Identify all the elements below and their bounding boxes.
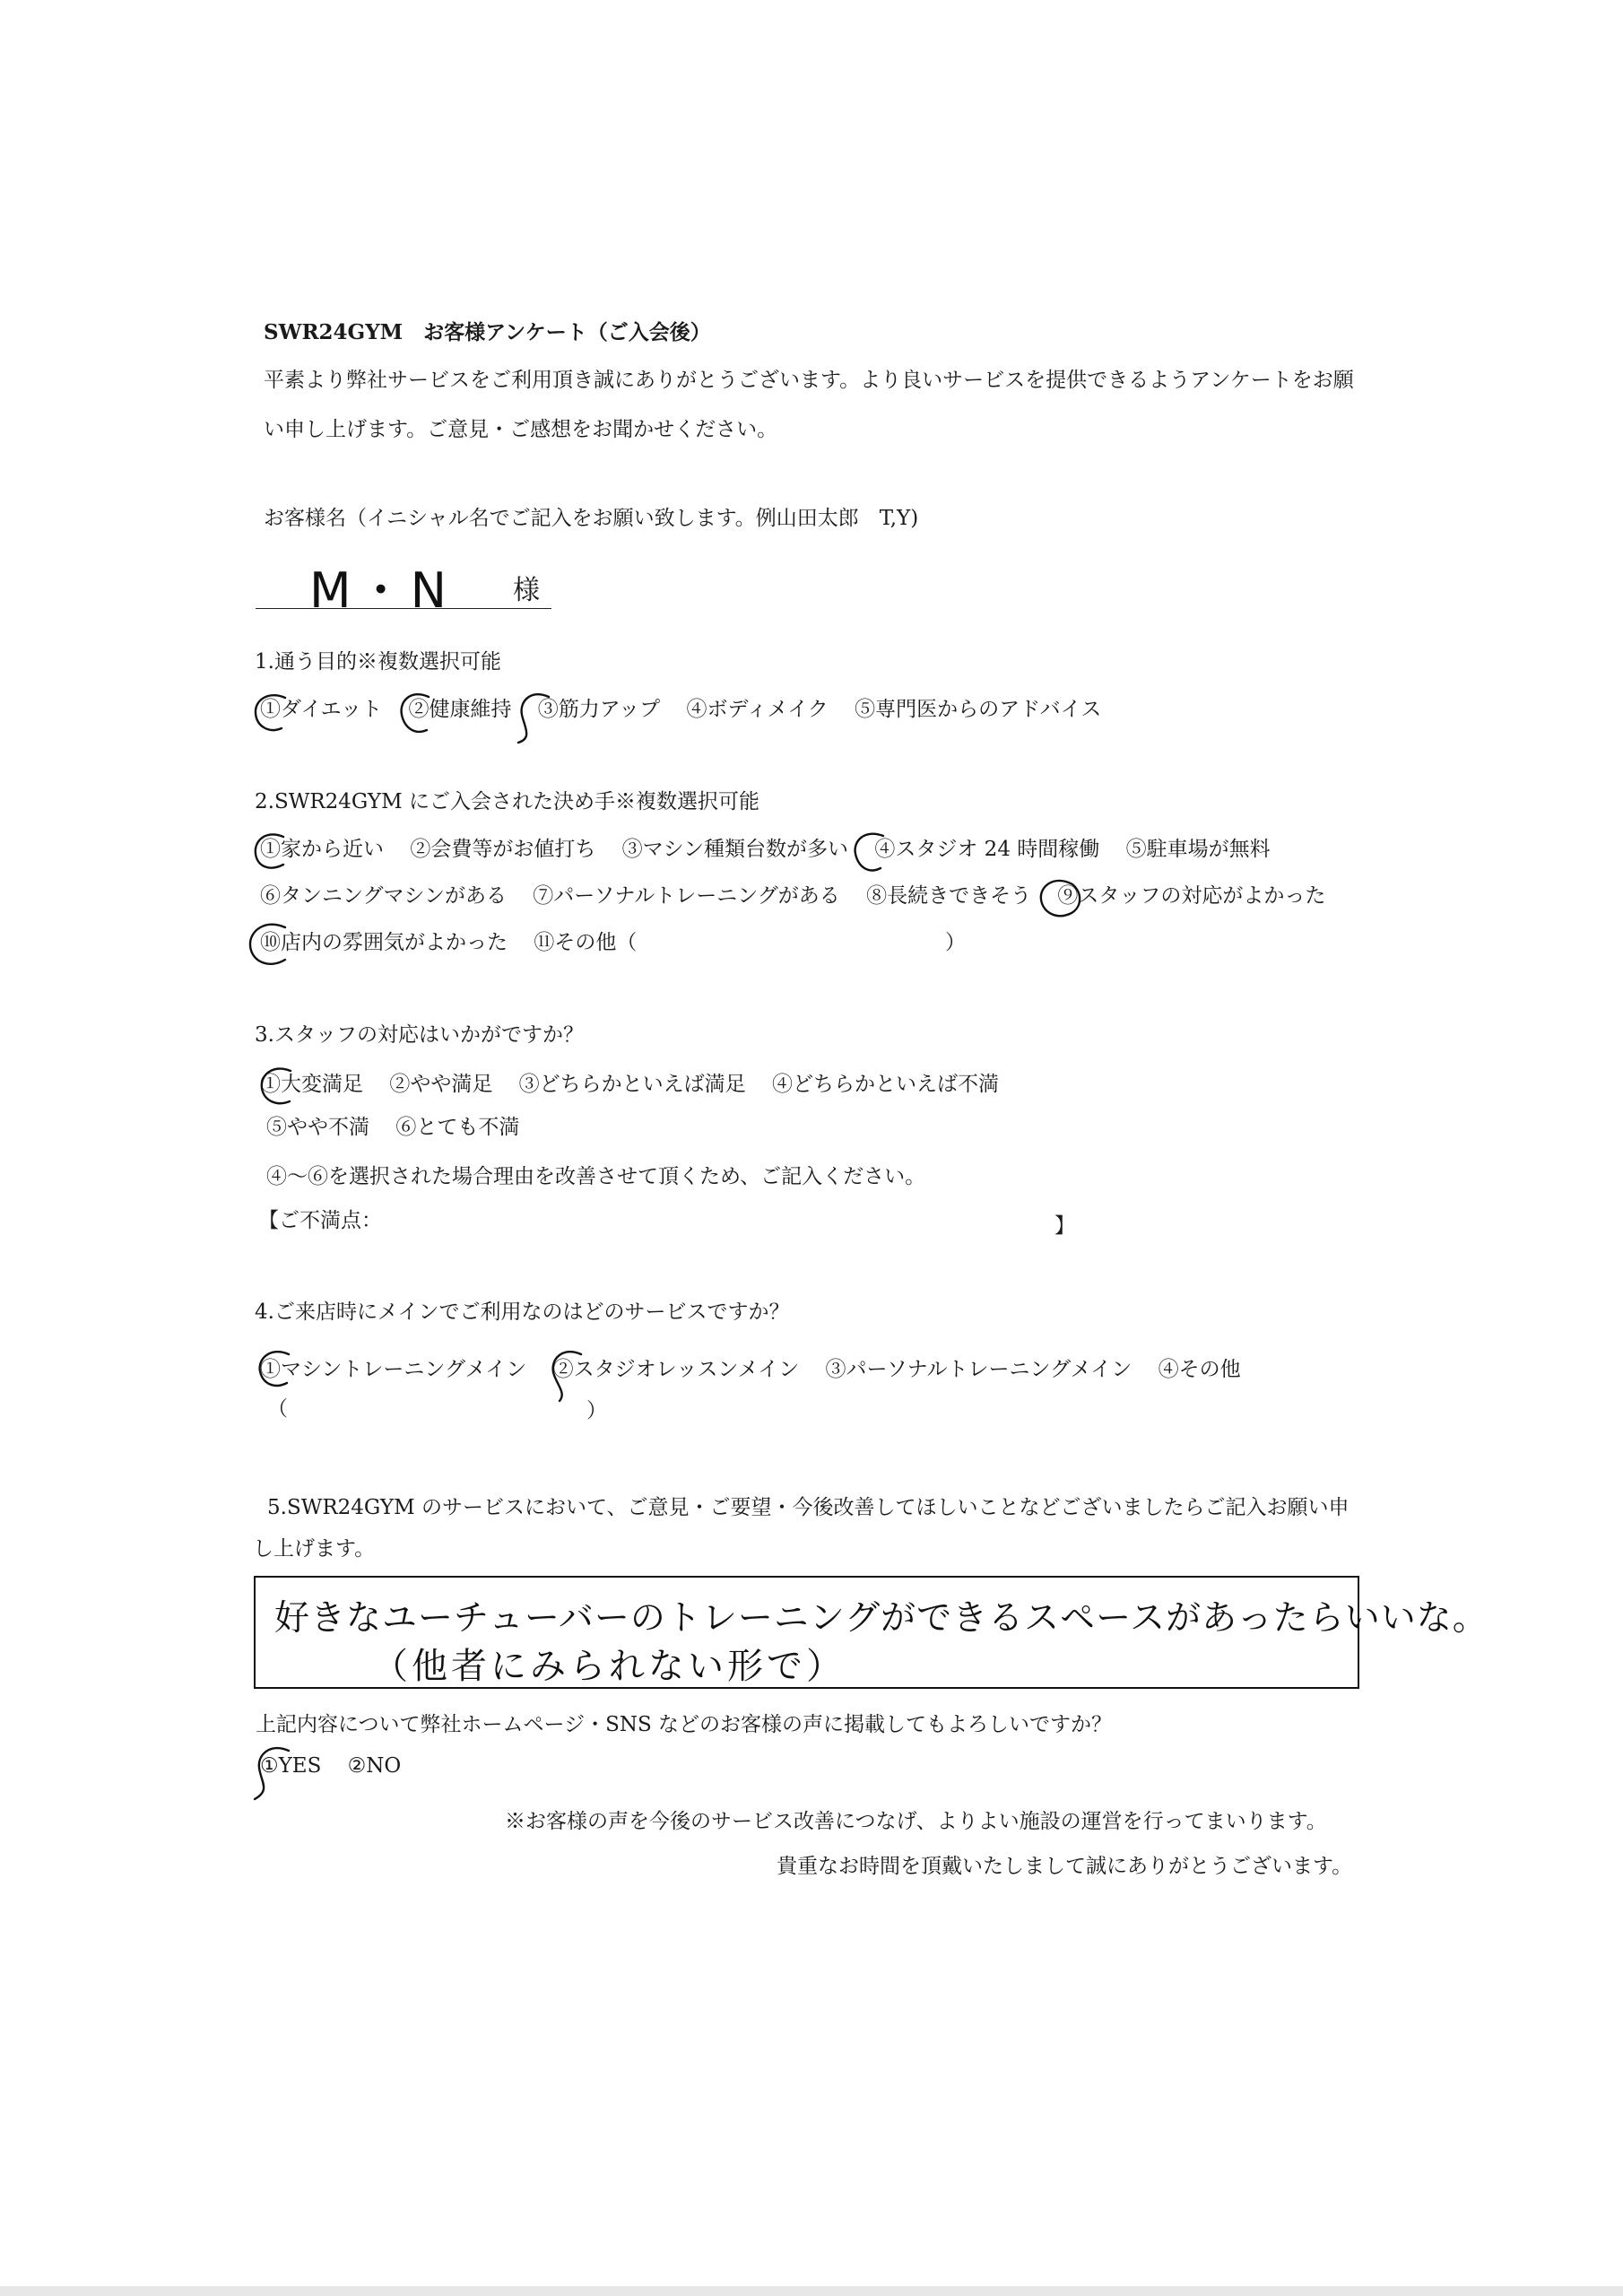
- publish-option-no[interactable]: ②NO: [347, 1754, 402, 1778]
- q2-option-sustainable[interactable]: ⑧長続きできそう: [866, 884, 1032, 908]
- q2-options-row-1: [260, 839, 1290, 860]
- q2-option-near-home[interactable]: ①家から近い: [260, 838, 384, 861]
- q3-option-very-satisfied[interactable]: ①大変満足: [260, 1073, 363, 1096]
- q2-options-row-3: [260, 933, 656, 953]
- q2-option-machines[interactable]: ③マシン種類台数が多い: [621, 838, 849, 861]
- q4-options: [260, 1360, 1261, 1380]
- q1-option-bodymake[interactable]: ④ボディメイク: [686, 698, 829, 721]
- intro-text-line-1: 平素より弊社サービスをご利用頂き誠にありがとうございます。より良いサービスを提供できるようアンケートをお願: [264, 369, 1354, 392]
- q3-note: ④～⑥を選択された場合理由を改善させて頂くため、ご記入ください。: [266, 1165, 926, 1188]
- q2-options-row-2: [260, 886, 1345, 907]
- q2-other-close-paren: ）: [945, 931, 966, 954]
- q2-option-tanning[interactable]: ⑥タンニングマシンがある: [260, 884, 507, 908]
- footer-note-2: 貴重なお時間を頂戴いたしまして誠にありがとうございます。: [777, 1855, 1353, 1878]
- q3-option-very-dissatisfied[interactable]: ⑥とても不満: [395, 1116, 520, 1139]
- publish-option-yes[interactable]: ①YES: [260, 1754, 322, 1778]
- publish-question: 上記内容について弊社ホームページ・SNS などのお客様の声に掲載してもよろしいですか？: [256, 1713, 1113, 1736]
- survey-title: SWR24GYM お客様アンケート（ご入会後）: [264, 320, 711, 344]
- q3-option-rather-satisfied[interactable]: ③どちらかといえば満足: [518, 1073, 746, 1096]
- q5-handwritten-answer-line-2: （他者にみられない形で）: [372, 1646, 846, 1687]
- q3-options-row-2: [266, 1118, 539, 1138]
- q4-question: 4.ご来店時にメインでご利用なのはどのサービスですか？: [255, 1300, 790, 1324]
- q3-option-rather-dissatisfied[interactable]: ④どちらかといえば不満: [771, 1073, 999, 1096]
- q1-option-doctor[interactable]: ⑤専門医からのアドバイス: [855, 698, 1102, 721]
- q4-option-other[interactable]: ④その他: [1158, 1358, 1241, 1381]
- q3-options-row-1: [260, 1074, 1019, 1095]
- q2-option-fee[interactable]: ②会費等がお値打ち: [410, 838, 596, 861]
- q4-option-personal[interactable]: ③パーソナルトレーニングメイン: [825, 1358, 1133, 1381]
- q5-question-line-1: 5.SWR24GYM のサービスにおいて、ご意見・ご要望・今後改善してほしいことなどございましたらご記入お願い申: [267, 1496, 1350, 1519]
- customer-name-underline: [256, 608, 551, 609]
- q4-other-open-paren: （: [267, 1397, 288, 1421]
- q2-option-staff[interactable]: ⑨スタッフの対応がよかった: [1057, 884, 1326, 908]
- q4-option-machine[interactable]: ①マシントレーニングメイン: [260, 1358, 527, 1381]
- publish-options: [260, 1756, 421, 1777]
- intro-text-line-2: い申し上げます。ご意見・ご感想をお聞かせください。: [264, 418, 778, 441]
- q3-complaint-close: 】: [1055, 1214, 1075, 1238]
- q2-option-24h-studio[interactable]: ④スタジオ 24 時間稼働: [874, 838, 1100, 861]
- q3-question: 3.スタッフの対応はいかがですか？: [255, 1023, 584, 1047]
- q4-other-close-paren: ）: [586, 1399, 607, 1422]
- customer-name-label: お客様名（イニシャル名でご記入をお願い致します。例山田太郎 T,Y): [264, 507, 919, 530]
- q5-question-line-2: し上げます。: [253, 1537, 376, 1561]
- scan-bottom-edge: [0, 2286, 1623, 2296]
- q2-option-atmosphere[interactable]: ⑩店内の雰囲気がよかった: [260, 931, 508, 954]
- q4-option-studio[interactable]: ②スタジオレッスンメイン: [552, 1358, 800, 1381]
- customer-honorific: 様: [513, 575, 540, 606]
- q1-option-muscle[interactable]: ③筋力アップ: [537, 698, 661, 721]
- q2-option-parking[interactable]: ⑤駐車場が無料: [1125, 838, 1271, 861]
- customer-name-handwritten: M・N: [309, 562, 452, 619]
- q1-option-health[interactable]: ②健康維持: [408, 698, 512, 721]
- q3-complaint-label: 【ご不満点：: [258, 1209, 382, 1232]
- q1-option-diet[interactable]: ①ダイエット: [260, 698, 383, 721]
- q5-handwritten-answer-line-1: 好きなユーチューバーのトレーニングができるスペースがあったらいいな。: [274, 1598, 1488, 1639]
- q2-option-other[interactable]: ⑪その他（: [534, 931, 638, 954]
- q3-option-somewhat-dissatisfied[interactable]: ⑤やや不満: [266, 1116, 369, 1139]
- q3-option-somewhat-satisfied[interactable]: ②やや満足: [389, 1073, 493, 1096]
- q1-options: [260, 700, 1121, 720]
- q2-option-personal[interactable]: ⑦パーソナルトレーニングがある: [533, 884, 840, 908]
- q1-question: 1.通う目的※複数選択可能: [255, 650, 501, 674]
- footer-note-1: ※お客様の声を今後のサービス改善につなげ、よりよい施設の運営を行ってまいります。: [505, 1810, 1327, 1833]
- q2-question: 2.SWR24GYM にご入会された決め手※複数選択可能: [255, 790, 759, 813]
